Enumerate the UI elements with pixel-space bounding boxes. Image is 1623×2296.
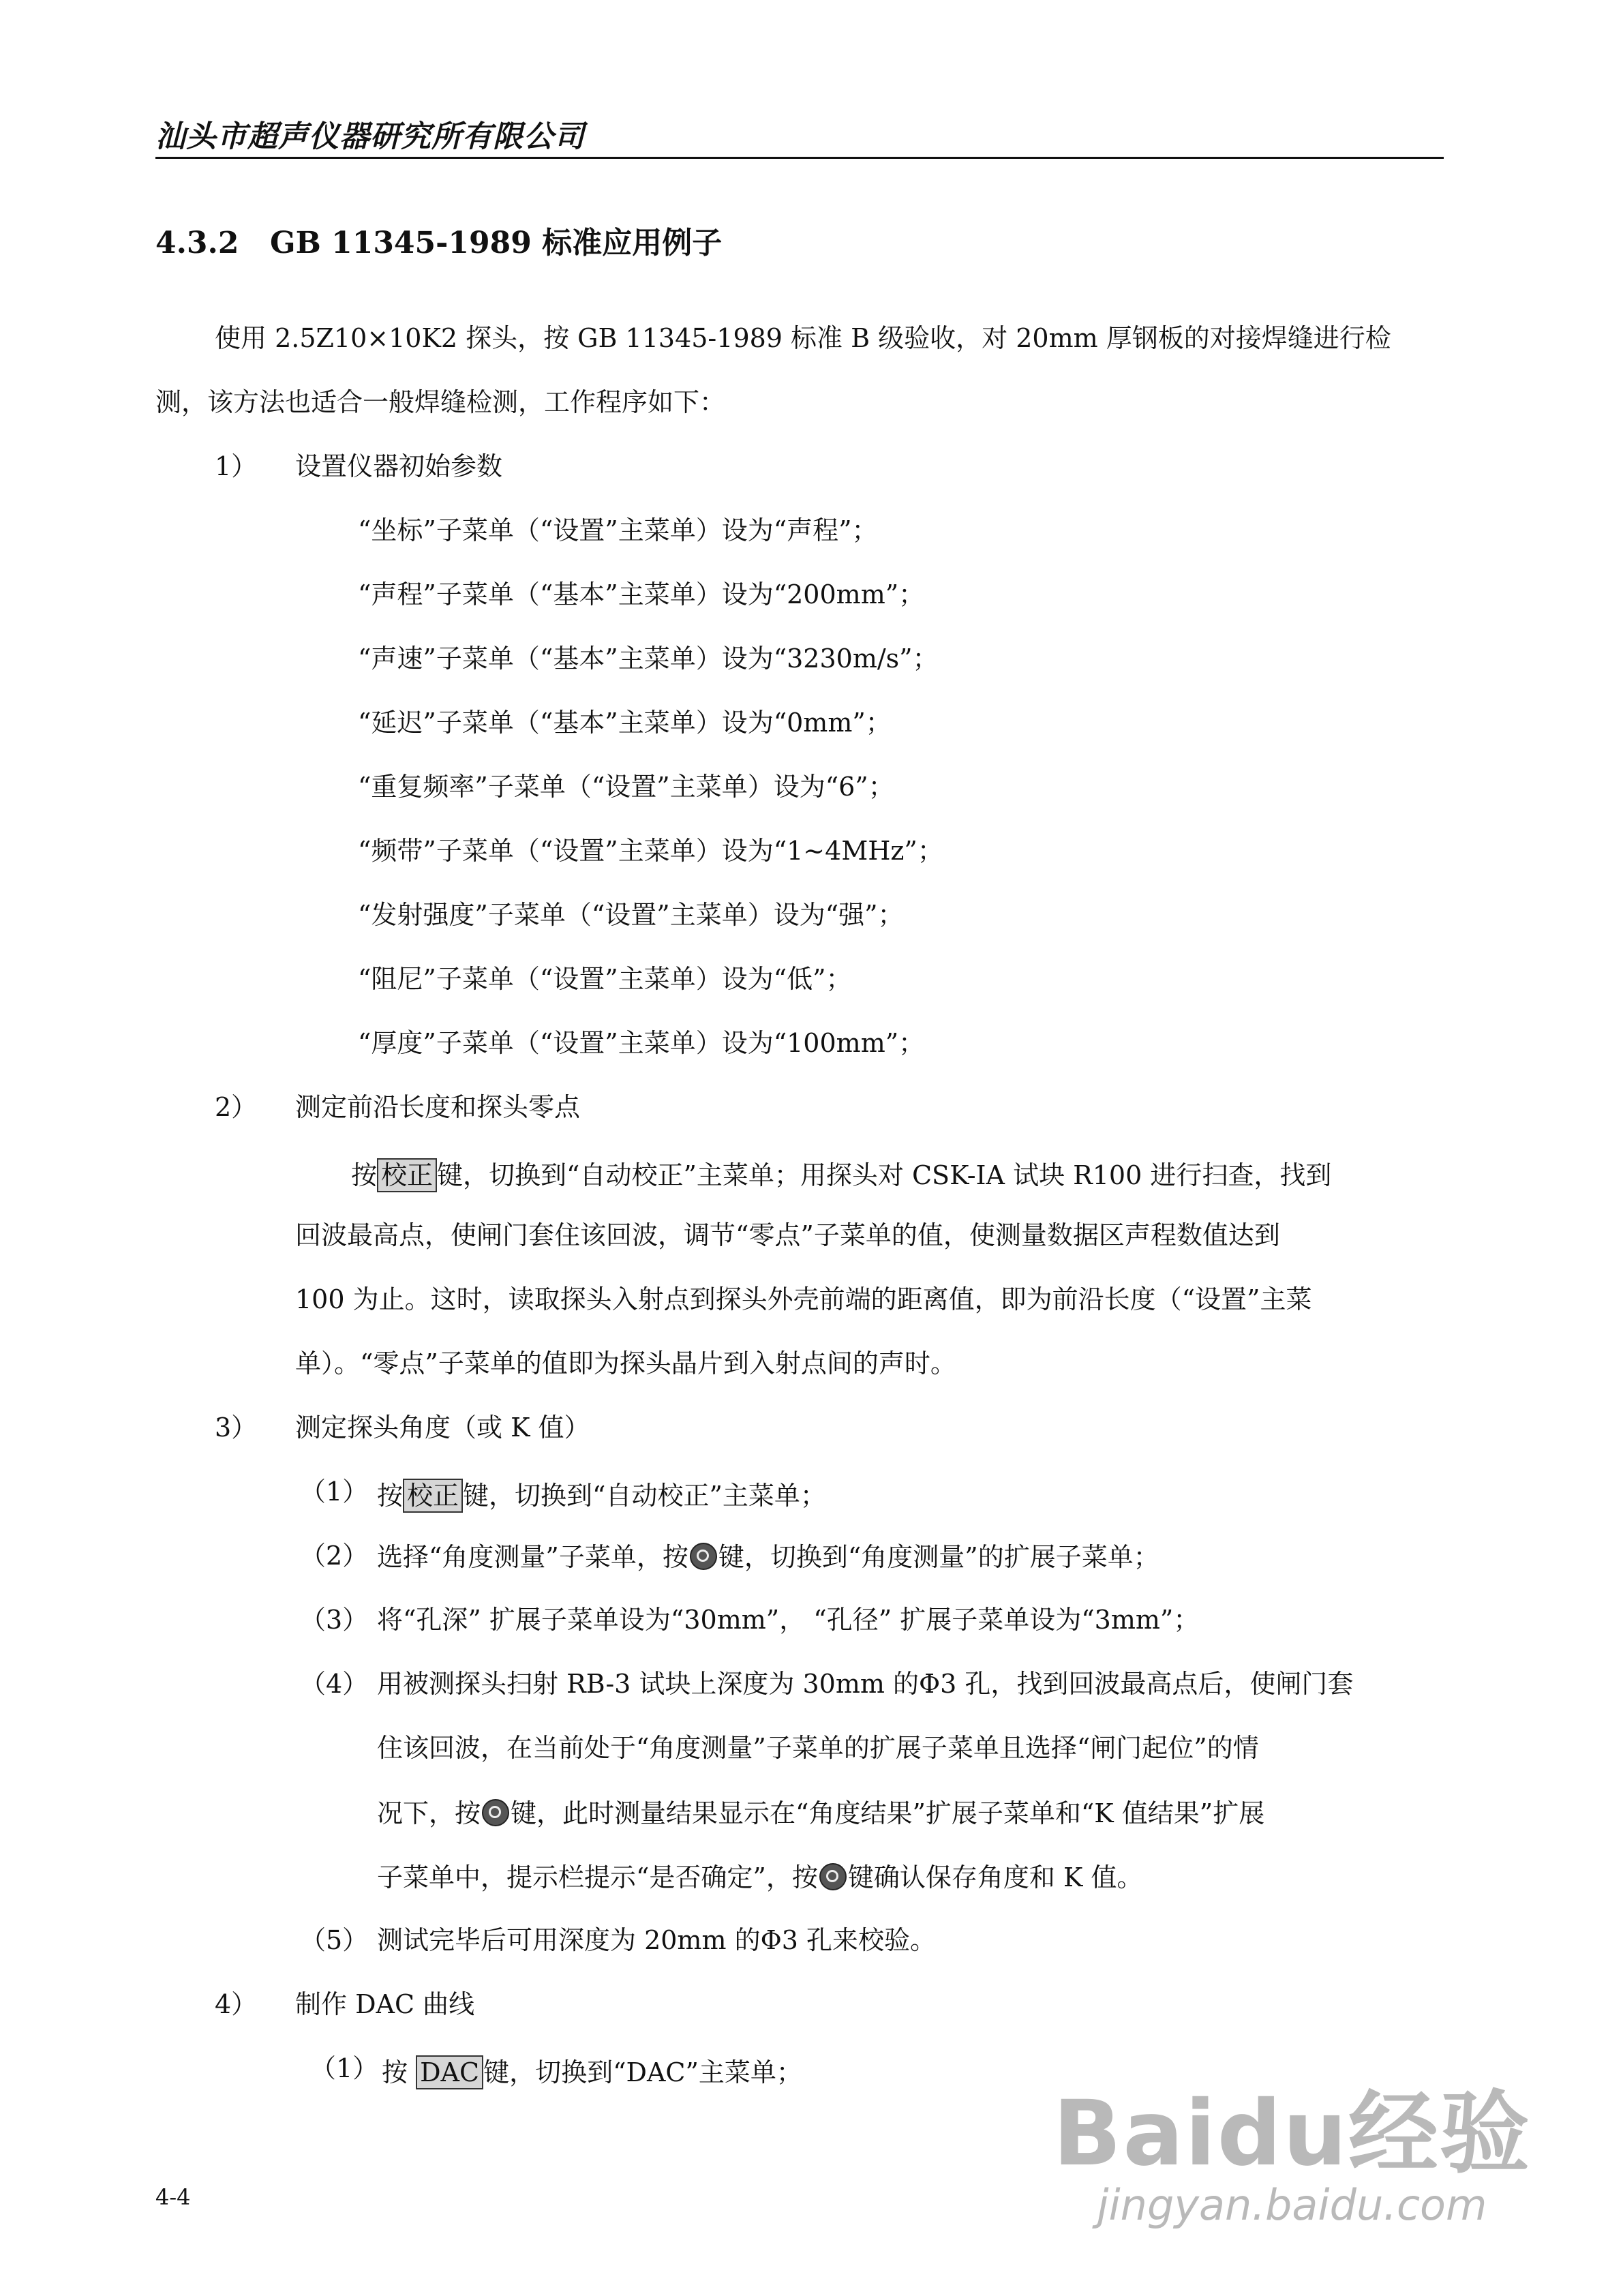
- param-item: “重复频率”子菜单（“设置”主菜单）设为“6”；: [358, 772, 894, 802]
- substep-number: （2）: [300, 1541, 369, 1571]
- intro-line-1: 使用 2.5Z10×10K2 探头，按 GB 11345-1989 标准 B 级验收，对 20mm 厚钢板的对接焊缝进行检: [215, 323, 1391, 353]
- substep-4-1: 按 DAC 键，切换到“DAC”主菜单；: [382, 2055, 802, 2089]
- watermark-url: jingyan.baidu.com: [1097, 2180, 1487, 2230]
- step4-title: 制作 DAC 曲线: [295, 1989, 475, 2019]
- header-divider: [155, 157, 1444, 159]
- page-number: 4-4: [155, 2184, 191, 2210]
- intro-line-2: 测，该方法也适合一般焊缝检测，工作程序如下：: [155, 387, 726, 417]
- step1-title: 设置仪器初始参数: [295, 451, 503, 481]
- substep-3-2: 选择“角度测量”子菜单，按 键，切换到“角度测量”的扩展子菜单；: [377, 1542, 1159, 1572]
- step2-paragraph-line: 回波最高点，使闸门套住该回波，调节“零点”子菜单的值，使测量数据区声程数值达到: [295, 1220, 1280, 1250]
- enter-key-icon: [819, 1863, 847, 1890]
- baidu-watermark: [1052, 2081, 1531, 2230]
- substep-3-4-line-2: 住该回波，在当前处于“角度测量”子菜单的扩展子菜单且选择“闸门起位”的情: [377, 1733, 1259, 1763]
- substep-3-5: 测试完毕后可用深度为 20mm 的Φ3 孔来校验。: [377, 1925, 936, 1955]
- watermark-logo: Baidu经验: [1052, 2081, 1531, 2186]
- param-item: “延迟”子菜单（“基本”主菜单）设为“0mm”；: [358, 708, 892, 738]
- param-item: “频带”子菜单（“设置”主菜单）设为“1~4MHz”；: [358, 836, 943, 866]
- step2-title: 测定前沿长度和探头零点: [295, 1092, 581, 1122]
- substep-number: （4）: [300, 1669, 369, 1699]
- substep-number: （1）: [300, 1477, 369, 1507]
- step1-number: 1）: [215, 451, 258, 481]
- company-header: 汕头市超声仪器研究所有限公司: [155, 119, 585, 154]
- param-item: “声程”子菜单（“基本”主菜单）设为“200mm”；: [358, 579, 925, 609]
- step2-paragraph-line: 100 为止。这时，读取探头入射点到探头外壳前端的距离值，即为前沿长度（“设置”主菜: [295, 1284, 1312, 1314]
- step4-number: 4）: [215, 1989, 258, 2019]
- param-item: “发射强度”子菜单（“设置”主菜单）设为“强”；: [358, 900, 904, 930]
- section-heading: [155, 218, 722, 262]
- substep-3-3: 将“孔深” 扩展子菜单设为“30mm”， “孔径” 扩展子菜单设为“3mm”；: [377, 1605, 1200, 1635]
- section-title: GB 11345-1989 标准应用例子: [270, 226, 723, 260]
- step2-number: 2）: [215, 1092, 258, 1122]
- param-item: “厚度”子菜单（“设置”主菜单）设为“100mm”；: [358, 1028, 925, 1058]
- substep-number: （3）: [300, 1605, 369, 1635]
- enter-key-icon: [690, 1543, 717, 1570]
- substep-number: （5）: [300, 1925, 369, 1955]
- substep-3-4-line-3: 况下，按 键，此时测量结果显示在“角度结果”扩展子菜单和“K 值结果”扩展: [377, 1798, 1265, 1828]
- substep-number: （1）: [310, 2053, 379, 2083]
- dac-key: DAC: [416, 2055, 483, 2089]
- param-item: “声速”子菜单（“基本”主菜单）设为“3230m/s”；: [358, 644, 939, 674]
- step3-number: 3）: [215, 1413, 258, 1442]
- section-number: 4.3.2: [155, 226, 239, 260]
- calibrate-key: 校正: [377, 1158, 437, 1192]
- enter-key-icon: [482, 1799, 509, 1826]
- step2-paragraph-line: 单）。“零点”子菜单的值即为探头晶片到入射点间的声时。: [295, 1348, 956, 1378]
- step2-paragraph-line-1: 按 校正 键，切换到“自动校正”主菜单；用探头对 CSK-IA 试块 R100 进行扫查，找到: [351, 1158, 1331, 1192]
- param-item: “阻尼”子菜单（“设置”主菜单）设为“低”；: [358, 964, 852, 994]
- step3-title: 测定探头角度（或 K 值）: [295, 1413, 590, 1442]
- substep-3-1: 按 校正 键，切换到“自动校正”主菜单；: [377, 1479, 826, 1513]
- substep-3-4-line-4: 子菜单中，提示栏提示“是否确定”，按 键确认保存角度和 K 值。: [377, 1862, 1143, 1892]
- calibrate-key: 校正: [403, 1479, 463, 1513]
- param-item: “坐标”子菜单（“设置”主菜单）设为“声程”；: [358, 515, 878, 545]
- substep-3-4-line-1: 用被测探头扫射 RB-3 试块上深度为 30mm 的Φ3 孔，找到回波最高点后，使闸门套: [377, 1669, 1354, 1699]
